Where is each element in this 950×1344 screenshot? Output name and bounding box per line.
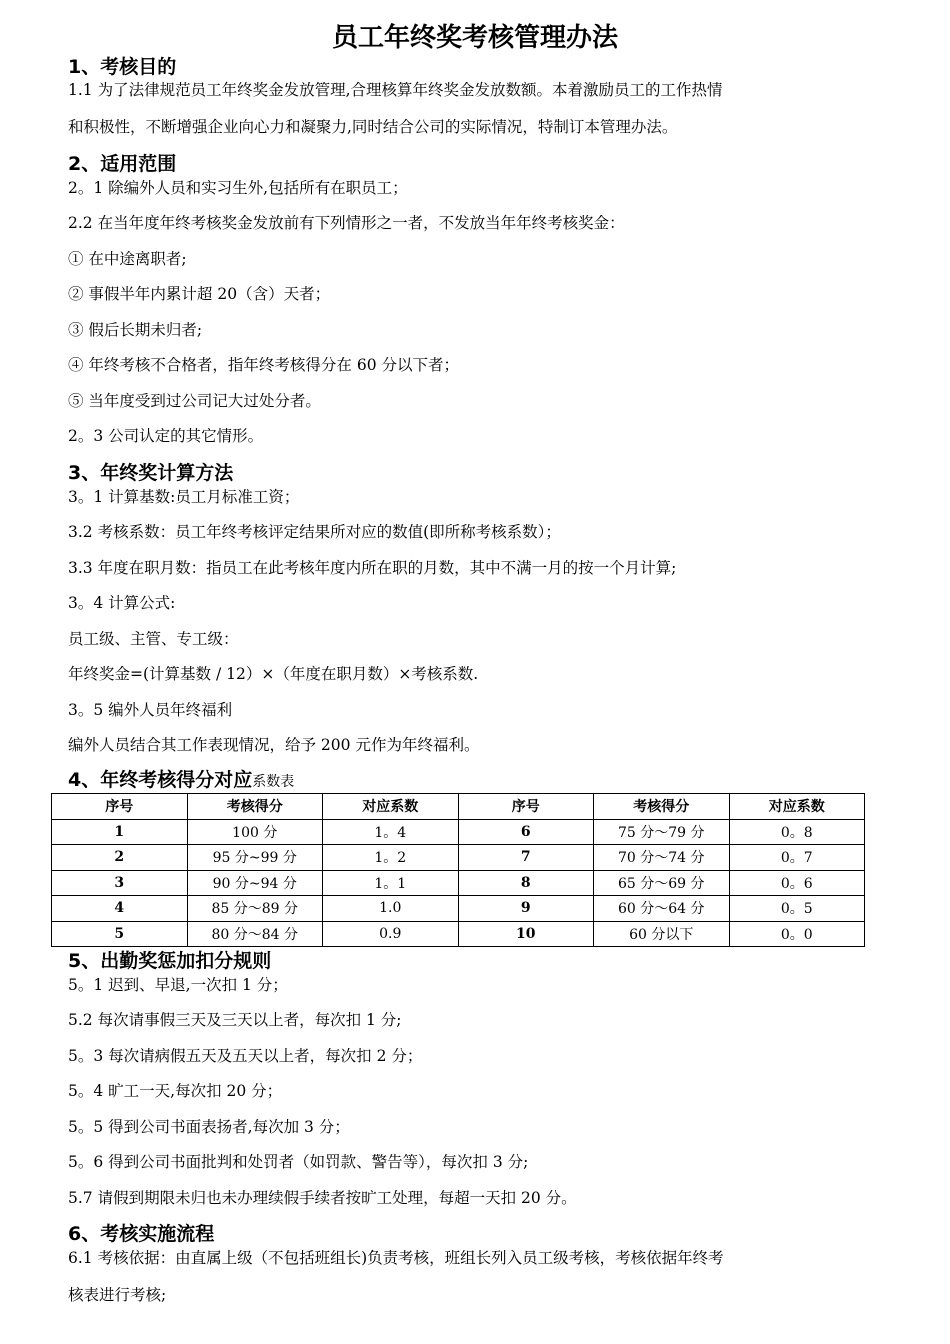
section-5-heading: 5、出勤奖惩加扣分规则 [68, 950, 272, 972]
section-1-paragraph-line-2: 和积极性，不断增强企业向心力和凝聚力,同时结合公司的实际情况，特制订本管理办法。 [68, 118, 678, 136]
section-2-list-item: ① 在中途离职者; [68, 250, 187, 268]
section-2-list-item: ② 事假半年内累计超 20（含）天者； [68, 285, 331, 303]
column-header: 序号 [52, 794, 188, 820]
section-3-formula: 年终奖金=(计算基数 / 12）×（年度在职月数）×考核系数. [68, 665, 479, 683]
section-3-paragraph: 编外人员结合其工作表现情况，给予 200 元作为年终福利。 [68, 736, 480, 754]
table-cell: 5 [52, 921, 188, 947]
table-cell: 100 分 [187, 819, 323, 845]
table-cell: 65 分～69 分 [594, 870, 730, 896]
section-5-paragraph: 5。5 得到公司书面表扬者,每次加 3 分； [68, 1118, 350, 1136]
table-cell: 75 分～79 分 [594, 819, 730, 845]
section-6-paragraph-line-1: 6.1 考核依据：由直属上级（不包括班组长)负责考核，班组长列入员工级考核，考核依据年终考 [68, 1249, 724, 1267]
table-cell: 60 分以下 [594, 921, 730, 947]
table-cell: 4 [52, 896, 188, 922]
document-title: 员工年终奖考核管理办法 [331, 23, 618, 53]
section-5-paragraph: 5。3 每次请病假五天及五天以上者，每次扣 2 分； [68, 1047, 423, 1065]
table-cell: 0。0 [729, 921, 865, 947]
table-cell: 90 分~94 分 [187, 870, 323, 896]
table-cell: 2 [52, 845, 188, 871]
section-2-list-item: ④ 年终考核不合格者，指年终考核得分在 60 分以下者； [68, 356, 460, 374]
section-4-heading-suffix: 系数表 [252, 774, 295, 790]
section-3-paragraph: 员工级、主管、专工级： [68, 630, 239, 648]
section-3-paragraph: 3.3 年度在职月数：指员工在此考核年度内所在职的月数，其中不满一月的按一个月计算; [68, 559, 677, 577]
table-row [52, 921, 865, 947]
table-cell: 9 [458, 896, 594, 922]
section-5-paragraph: 5。1 迟到、早退,一次扣 1 分； [68, 976, 288, 994]
section-3-paragraph: 3。5 编外人员年终福利 [68, 701, 233, 719]
section-2-list-item: ⑤ 当年度受到过公司记大过处分者。 [68, 392, 321, 410]
section-3-heading: 3、年终奖计算方法 [68, 462, 234, 484]
score-coefficient-table [51, 793, 865, 947]
section-2-paragraph: 2.2 在当年度年终考核奖金发放前有下列情形之一者，不发放当年年终考核奖金： [68, 214, 625, 232]
table-cell: 7 [458, 845, 594, 871]
section-4-heading [68, 768, 294, 794]
table-row [52, 845, 865, 871]
table-cell: 8 [458, 870, 594, 896]
table-cell: 1.0 [323, 896, 459, 922]
section-3-paragraph: 3。4 计算公式: [68, 594, 176, 612]
table-cell: 70 分～74 分 [594, 845, 730, 871]
section-5-paragraph: 5。4 旷工一天,每次扣 20 分； [68, 1082, 283, 1100]
section-4-heading-text: 4、年终考核得分对应 [68, 769, 253, 791]
section-2-heading: 2、适用范围 [68, 153, 177, 175]
section-5-paragraph: 5.2 每次请事假三天及三天以上者，每次扣 1 分; [68, 1011, 402, 1029]
table-cell: 85 分～89 分 [187, 896, 323, 922]
table-row [52, 819, 865, 845]
table-cell: 60 分～64 分 [594, 896, 730, 922]
table-cell: 0。6 [729, 870, 865, 896]
table-row [52, 870, 865, 896]
section-5-paragraph: 5.7 请假到期限未归也未办理续假手续者按旷工处理，每超一天扣 20 分。 [68, 1189, 577, 1207]
table-cell: 1。4 [323, 819, 459, 845]
table-cell: 0。5 [729, 896, 865, 922]
column-header: 考核得分 [594, 794, 730, 820]
section-6-heading: 6、考核实施流程 [68, 1223, 215, 1245]
table-cell: 1 [52, 819, 188, 845]
table-cell: 95 分~99 分 [187, 845, 323, 871]
section-3-paragraph: 3。1 计算基数:员工月标准工资； [68, 488, 300, 506]
table-cell: 3 [52, 870, 188, 896]
table-cell: 6 [458, 819, 594, 845]
table-row [52, 896, 865, 922]
table-cell: 0。8 [729, 819, 865, 845]
table-header-row [52, 794, 865, 820]
column-header: 序号 [458, 794, 594, 820]
column-header: 对应系数 [323, 794, 459, 820]
column-header: 考核得分 [187, 794, 323, 820]
column-header: 对应系数 [729, 794, 865, 820]
table-cell: 10 [458, 921, 594, 947]
table-cell: 1。1 [323, 870, 459, 896]
table-cell: 0.9 [323, 921, 459, 947]
section-5-paragraph: 5。6 得到公司书面批判和处罚者（如罚款、警告等），每次扣 3 分; [68, 1153, 529, 1171]
section-1-heading: 1、考核目的 [68, 56, 177, 78]
section-1-paragraph-line-1: 1.1 为了法律规范员工年终奖金发放管理,合理核算年终奖金发放数额。本着激励员工的工作热情 [68, 81, 723, 99]
section-2-paragraph: 2。3 公司认定的其它情形。 [68, 427, 264, 445]
table-cell: 1。2 [323, 845, 459, 871]
table-cell: 0。7 [729, 845, 865, 871]
section-2-paragraph: 2。1 除编外人员和实习生外,包括所有在职员工； [68, 179, 408, 197]
table-cell: 80 分～84 分 [187, 921, 323, 947]
section-6-paragraph-line-2: 核表进行考核; [68, 1286, 167, 1304]
section-2-list-item: ③ 假后长期未归者; [68, 321, 203, 339]
section-3-paragraph: 3.2 考核系数：员工年终考核评定结果所对应的数值(即所称考核系数）； [68, 523, 561, 541]
